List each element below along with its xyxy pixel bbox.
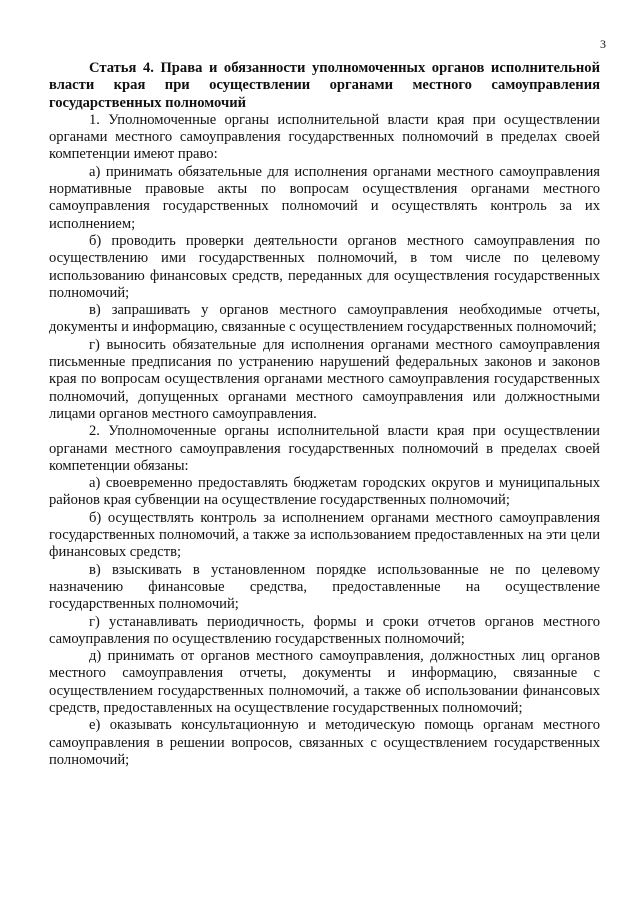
paragraph-1v: в) запрашивать у органов местного самоуправления необходимые отчеты, документы и информацию, связанные с осуществлением государственных полномочий; — [49, 302, 600, 336]
paragraph-2d: д) принимать от органов местного самоуправления, должностных лиц органов местного самоуправления отчеты, документы и информацию, связанные с осуществлением государственных полномочий, а также об использовании финансовых средств, предоставленных на осуществление государственных полномочий; — [49, 648, 600, 716]
paragraph-2a: а) своевременно предоставлять бюджетам городских округов и муниципальных районов края субвенции на осуществление государственных полномочий; — [49, 475, 600, 509]
paragraph-1: 1. Уполномоченные органы исполнительной власти края при осуществлении органами местного самоуправления государственных полномочий в пределах своей компетенции имеют право: — [49, 111, 600, 163]
paragraph-1b: б) проводить проверки деятельности органов местного самоуправления по осуществлению ими государственных полномочий, в том числе по целевому использованию финансовых средств, переданных для осуществления государственных полномочий; — [49, 232, 600, 301]
paragraph-2: 2. Уполномоченные органы исполнительной власти края при осуществлении органами местного самоуправления государственных полномочий в пределах своей компетенции обязаны: — [49, 423, 600, 474]
paragraph-2e: е) оказывать консультационную и методическую помощь органам местного самоуправления в решении вопросов, связанных с осуществлением государственных полномочий; — [49, 717, 600, 768]
document-body — [49, 60, 600, 769]
paragraph-2g: г) устанавливать периодичность, формы и сроки отчетов органов местного самоуправления по осуществлению государственных полномочий; — [49, 613, 600, 647]
paragraph-1a: а) принимать обязательные для исполнения органами местного самоуправления нормативные правовые акты по вопросам осуществления органами местного самоуправления государственных полномочий и осуществлять контроль за их исполнением; — [49, 163, 600, 232]
page-number: 3 — [600, 37, 606, 51]
paragraph-1g: г) выносить обязательные для исполнения органами местного самоуправления письменные предписания по устранению нарушений федеральных законов и законов края по вопросам осуществления органами местного самоуправления государственных полномочий, допущенных органами местного самоуправления или должностными лицами органов местного самоуправления. — [49, 336, 600, 422]
paragraph-2v: в) взыскивать в установленном порядке использованные не по целевому назначению финансовые средства, предоставленные на осуществление государственных полномочий; — [49, 561, 600, 613]
article-heading: Статья 4. Права и обязанности уполномоченных органов исполнительной власти края при осуществлении органами местного самоуправления государственных полномочий — [49, 60, 600, 111]
paragraph-2b: б) осуществлять контроль за исполнением органами местного самоуправления государственных полномочий, а также за использованием предоставленных на эти цели финансовых средств; — [49, 509, 600, 561]
